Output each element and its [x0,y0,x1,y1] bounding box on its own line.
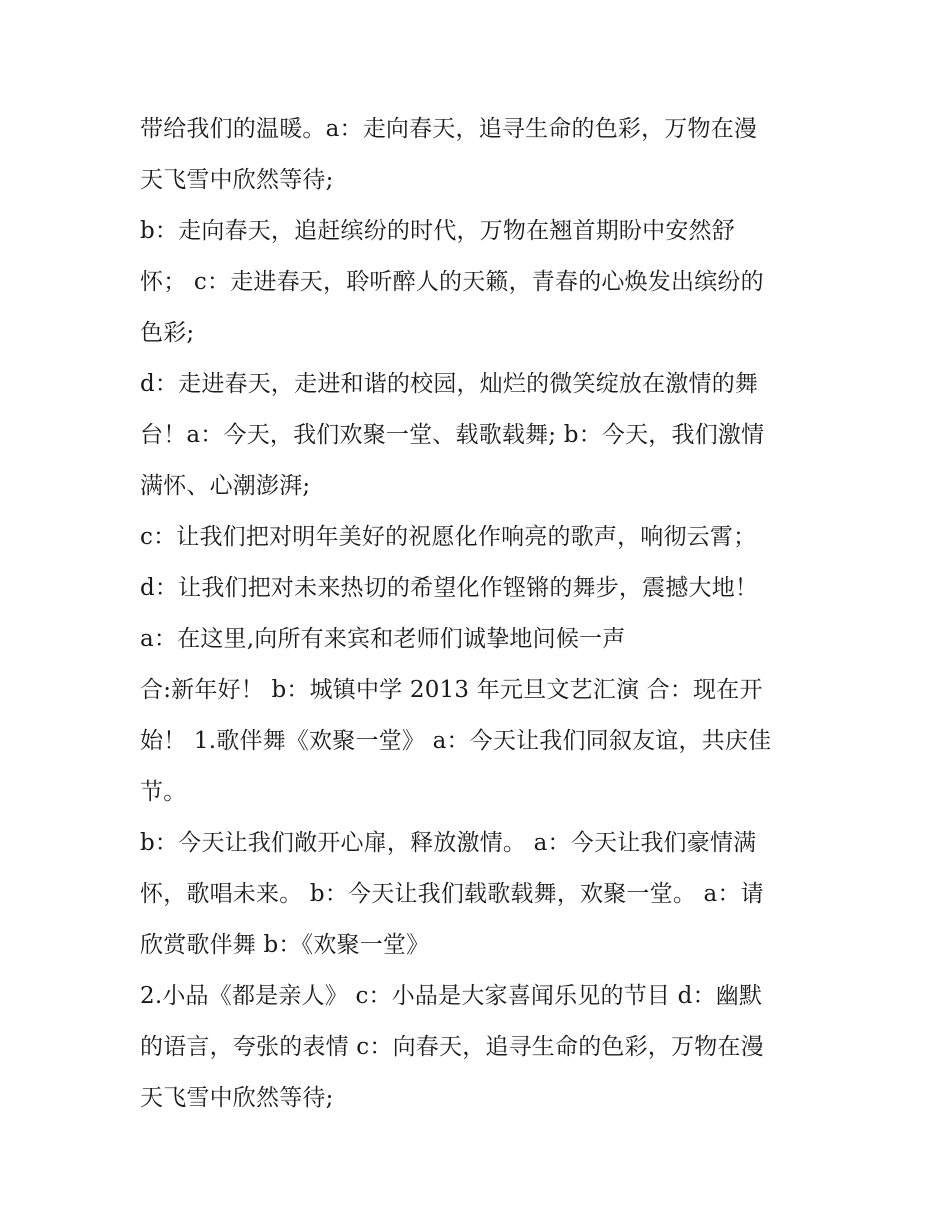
text-line: 始！ 1.歌伴舞《欢聚一堂》 a：今天让我们同叙友谊，共庆佳 [140,728,772,754]
text-line: 节。 [140,779,187,805]
text-line: a：在这里,向所有来宾和老师们诚挚地问候一声 [140,626,626,652]
text-line: d：走进春天，走进和谐的校园，灿烂的微笑绽放在激情的舞 [140,371,759,397]
text-line: 的语言，夸张的表情 c：向春天，追寻生命的色彩，万物在漫 [140,1034,764,1060]
text-line: 天飞雪中欣然等待; [140,167,334,193]
document-body [140,104,820,1124]
text-line: 台！a：今天，我们欢聚一堂、载歌载舞; b：今天，我们激情 [140,422,765,448]
text-line: 色彩; [140,320,195,346]
text-line: 2.小品《都是亲人》 c：小品是大家喜闻乐见的节目 d：幽默 [140,983,763,1009]
text-line: 合:新年好！ b：城镇中学 2013 年元旦文艺汇演 合：现在开 [140,677,763,703]
text-line: 怀； c：走进春天，聆听醉人的天籁，青春的心焕发出缤纷的 [140,269,764,295]
text-line: b：走向春天，追赶缤纷的时代，万物在翘首期盼中安然舒 [140,218,735,244]
text-line: b：今天让我们敞开心扉，释放激情。 a：今天让我们豪情满 [140,830,757,856]
text-line: 满怀、心潮澎湃; [140,473,311,499]
text-line: 带给我们的温暖。a：走向春天，追寻生命的色彩，万物在漫 [140,116,758,142]
text-line: 天飞雪中欣然等待; [140,1085,334,1111]
text-line: 欣赏歌伴舞 b：《欢聚一堂》 [140,932,430,958]
text-line: d：让我们把对未来热切的希望化作铿锵的舞步，震撼大地！ [140,575,759,601]
text-line: c：让我们把对明年美好的祝愿化作响亮的歌声，响彻云霄； [140,524,757,550]
text-line: 怀，歌唱未来。 b：今天让我们载歌载舞，欢聚一堂。 a：请 [140,881,764,907]
